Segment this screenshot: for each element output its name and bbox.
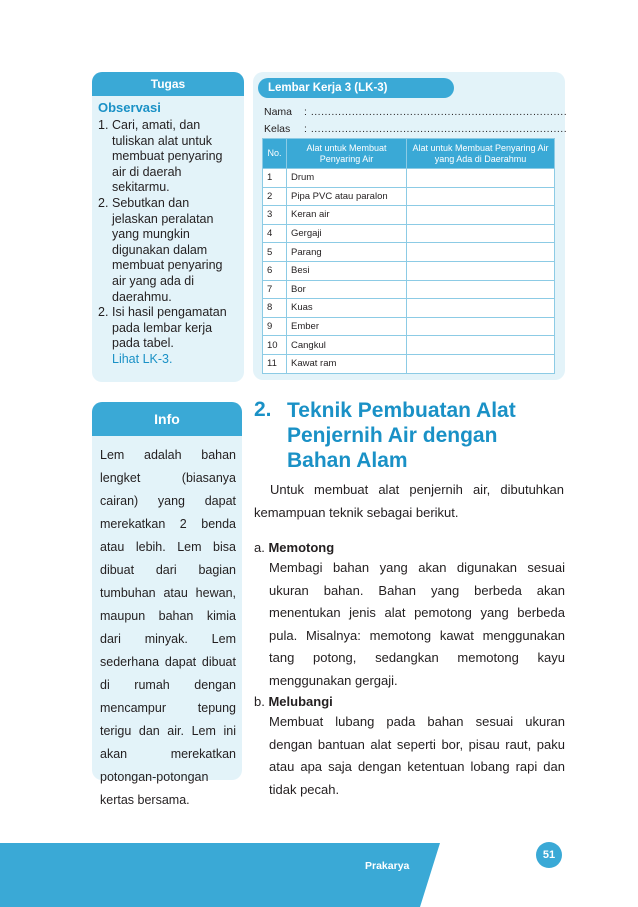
cell-alat-daerah[interactable] bbox=[407, 317, 555, 336]
subsection-b-heading bbox=[254, 694, 333, 709]
cell-alat-daerah[interactable] bbox=[407, 187, 555, 206]
item-number: 2. bbox=[98, 305, 109, 320]
cell-no: 11 bbox=[263, 354, 287, 373]
cell-no: 6 bbox=[263, 261, 287, 280]
cell-alat-daerah[interactable] bbox=[407, 224, 555, 243]
info-text: Lem adalah bahan lengket (biasanya cairan) yang dapat merekatkan 2 benda atau lebih. Lem bisa dibuat dari bagian tumbuhan atau hewan, maupun bahan kimia dari minyak. Lem sederhana dapat dibuat di rumah dengan mencampur tepung terigu dan air. Lem ini akan merekatkan potongan-potongan kertas bersama. bbox=[100, 448, 236, 807]
nama-dots: : ........................................................................... bbox=[304, 106, 568, 118]
table-header-row bbox=[263, 139, 555, 169]
cell-no: 8 bbox=[263, 299, 287, 318]
table-row bbox=[263, 336, 555, 355]
cell-alat: Bor bbox=[287, 280, 407, 299]
cell-no: 1 bbox=[263, 169, 287, 188]
cell-alat: Kuas bbox=[287, 299, 407, 318]
kelas-dots: : ........................................................................... bbox=[304, 123, 568, 135]
kelas-label: Kelas bbox=[264, 123, 291, 135]
cell-alat: Gergaji bbox=[287, 224, 407, 243]
cell-alat: Cangkul bbox=[287, 336, 407, 355]
info-box bbox=[92, 402, 242, 807]
lk-table bbox=[262, 138, 555, 374]
item-text: Sebutkan dan jelaskan peralatan yang mungkin digunakan dalam membuat penyaring air yang ada di daerahmu. bbox=[112, 195, 223, 304]
col-alat-daerah: Alat untuk Membuat Penyaring Air yang Ada di Daerahmu bbox=[407, 139, 555, 169]
top-band bbox=[0, 0, 638, 38]
cell-alat: Keran air bbox=[287, 206, 407, 225]
table-row bbox=[263, 206, 555, 225]
subsection-b-title: Melubangi bbox=[268, 694, 333, 709]
info-header: Info bbox=[92, 402, 242, 436]
cell-alat-daerah[interactable] bbox=[407, 299, 555, 318]
tugas-list bbox=[98, 118, 238, 368]
cell-alat-daerah[interactable] bbox=[407, 169, 555, 188]
nama-label: Nama bbox=[264, 106, 293, 118]
cell-no: 7 bbox=[263, 280, 287, 299]
cell-alat: Drum bbox=[287, 169, 407, 188]
cell-alat-daerah[interactable] bbox=[407, 354, 555, 373]
item-number: 2. bbox=[98, 195, 109, 210]
section-number: 2. bbox=[254, 398, 272, 421]
cell-alat-daerah[interactable] bbox=[407, 336, 555, 355]
lihat-link: Lihat LK-3. bbox=[112, 351, 173, 366]
section-title: Teknik Pembuatan Alat Penjernih Air dengan Bahan Alam bbox=[287, 399, 516, 472]
subsection-b-text: Membuat lubang pada bahan sesuai ukuran dengan bantuan alat seperti bor, pisau raut, paku atau apa saja dengan ketentuan lobang rapi dan tidak pecah. bbox=[269, 714, 565, 797]
table-row bbox=[263, 261, 555, 280]
cell-alat-daerah[interactable] bbox=[407, 243, 555, 262]
table-row bbox=[263, 317, 555, 336]
table-row bbox=[263, 224, 555, 243]
cell-no: 3 bbox=[263, 206, 287, 225]
table-row bbox=[263, 299, 555, 318]
cell-alat: Besi bbox=[287, 261, 407, 280]
subsection-a-text: Membagi bahan yang akan digunakan sesuai ukuran bahan. Bahan yang berbeda akan menentukan jenis alat pemotong yang berbeda pula. Misalnya: memotong kawat menggunakan tang potong, sedangkan memotong kayu menggunakan gergaji. bbox=[269, 560, 565, 688]
cell-alat: Pipa PVC atau paralon bbox=[287, 187, 407, 206]
subsection-a-letter: a. bbox=[254, 540, 265, 555]
footer-label: Prakarya bbox=[365, 860, 410, 872]
cell-no: 9 bbox=[263, 317, 287, 336]
section-intro: Untuk membuat alat penjernih air, dibutuhkan kemampuan teknik sebagai berikut. bbox=[254, 482, 564, 520]
cell-alat: Parang bbox=[287, 243, 407, 262]
table-row bbox=[263, 243, 555, 262]
page-number: 51 bbox=[536, 842, 562, 868]
cell-alat-daerah[interactable] bbox=[407, 280, 555, 299]
cell-no: 10 bbox=[263, 336, 287, 355]
list-item bbox=[98, 305, 238, 367]
cell-no: 2 bbox=[263, 187, 287, 206]
cell-alat-daerah[interactable] bbox=[407, 261, 555, 280]
cell-alat-daerah[interactable] bbox=[407, 206, 555, 225]
list-item bbox=[98, 118, 238, 196]
table-row bbox=[263, 169, 555, 188]
subsection-b-letter: b. bbox=[254, 694, 265, 709]
col-alat: Alat untuk Membuat Penyaring Air bbox=[287, 139, 407, 169]
tugas-subheading: Observasi bbox=[98, 100, 161, 115]
cell-no: 4 bbox=[263, 224, 287, 243]
lk-header: Lembar Kerja 3 (LK-3) bbox=[258, 78, 454, 98]
tugas-header: Tugas bbox=[92, 72, 244, 96]
item-text: Isi hasil pengamatan pada lembar kerja pada tabel. bbox=[112, 305, 227, 351]
table-row bbox=[263, 354, 555, 373]
item-text: Cari, amati, dan tuliskan alat untuk membuat penyaring air di daerah sekitarmu. bbox=[112, 118, 223, 195]
table-row bbox=[263, 280, 555, 299]
table-row bbox=[263, 187, 555, 206]
cell-alat: Ember bbox=[287, 317, 407, 336]
kelas-field bbox=[264, 123, 567, 135]
list-item bbox=[98, 196, 238, 305]
subsection-a-heading bbox=[254, 540, 334, 555]
col-no: No. bbox=[263, 139, 287, 169]
subsection-a-title: Memotong bbox=[268, 540, 335, 555]
cell-alat: Kawat ram bbox=[287, 354, 407, 373]
item-number: 1. bbox=[98, 118, 109, 132]
nama-field bbox=[264, 106, 567, 118]
cell-no: 5 bbox=[263, 243, 287, 262]
